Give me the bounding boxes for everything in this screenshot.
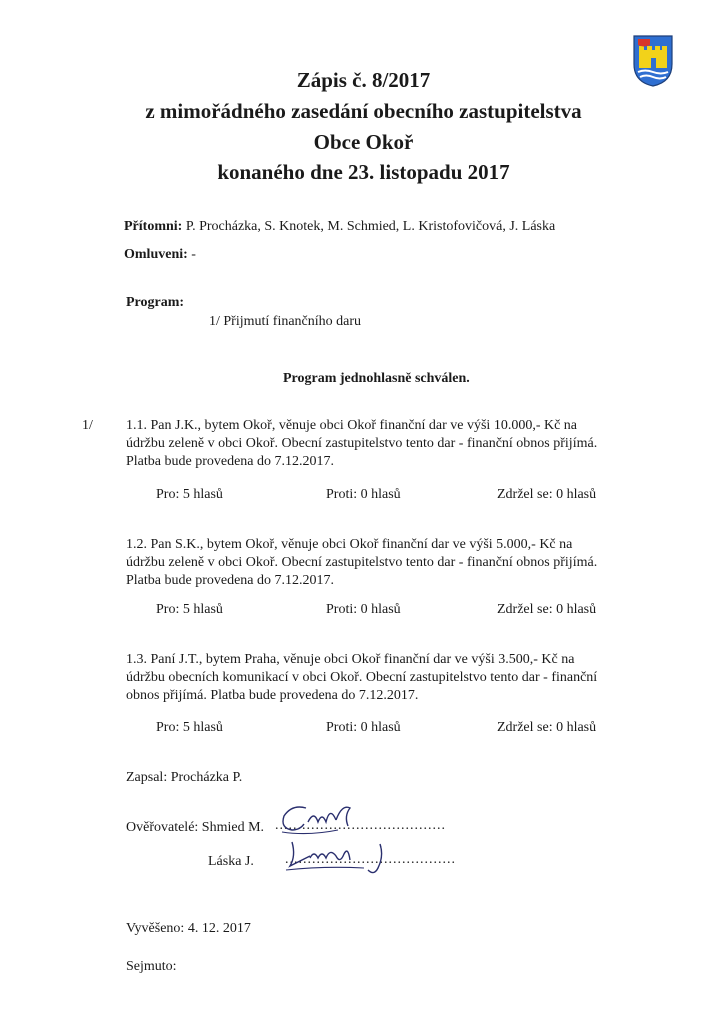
vote-proti: Proti: 0 hlasů <box>326 602 401 617</box>
item-line: 1.3. Paní J.T., bytem Praha, věnuje obci Okoř finanční dar ve výši 3.500,- Kč na <box>126 652 575 667</box>
excused-label: Omluveni: <box>124 247 188 262</box>
municipality-name: Obce Okoř <box>313 130 414 154</box>
item-line: Platba bude provedena do 7.12.2017. <box>126 454 335 469</box>
removed-date: Sejmuto: <box>126 959 177 974</box>
verifier-row <box>126 819 264 837</box>
signature-schmied-icon <box>278 800 368 838</box>
verifier-second: Láska J. <box>208 854 254 869</box>
item-line: údržbu obecních komunikací v obci Okoř. Obecní zastupitelstvo tento dar - finanční <box>126 670 598 685</box>
item-line: 1.2. Pan S.K., bytem Okoř, věnuje obci Okoř finanční dar ve výši 5.000,- Kč na <box>126 537 573 552</box>
item-line: 1.1. Pan J.K., bytem Okoř, věnuje obci Okoř finanční dar ve výši 10.000,- Kč na <box>126 418 578 433</box>
signature-laska-icon <box>284 836 394 880</box>
excused-row <box>124 246 196 264</box>
meeting-date: konaného dne 23. listopadu 2017 <box>217 160 510 184</box>
program-approved: Program jednohlasně schválen. <box>283 371 470 386</box>
item-line: údržbu zeleně v obci Okoř. Obecní zastupitelstvo tento dar - finanční obnos přijímá. <box>126 555 598 570</box>
posted-date: Vyvěšeno: 4. 12. 2017 <box>126 921 251 936</box>
vote-zdrzel: Zdržel se: 0 hlasů <box>497 602 597 617</box>
present-value: P. Procházka, S. Knotek, M. Schmied, L. Kristofovičová, J. Láska <box>185 219 556 234</box>
present-label: Přítomni: <box>124 219 183 234</box>
item-line: obnos přijímá. Platba bude provedena do 7.12.2017. <box>126 688 419 703</box>
item-line: údržbu zeleně v obci Okoř. Obecní zastupitelstvo tento dar - finanční obnos přijímá. <box>126 436 598 451</box>
program-item: 1/ Přijmutí finančního daru <box>209 314 362 329</box>
recorded-by: Zapsal: Procházka P. <box>126 770 243 785</box>
vote-zdrzel: Zdržel se: 0 hlasů <box>497 487 597 502</box>
item-line: Platba bude provedena do 7.12.2017. <box>126 573 335 588</box>
signature-line: ...................................... <box>285 852 456 867</box>
vote-pro: Pro: 5 hlasů <box>156 720 223 735</box>
item-paragraph <box>126 651 597 705</box>
document-title: Zápis č. 8/2017 <box>296 68 431 92</box>
vote-proti: Proti: 0 hlasů <box>326 487 401 502</box>
signature-line: ...................................... <box>275 818 446 833</box>
item-paragraph <box>126 536 597 590</box>
vote-zdrzel: Zdržel se: 0 hlasů <box>497 720 597 735</box>
vote-pro: Pro: 5 hlasů <box>156 487 223 502</box>
excused-value: - <box>191 247 196 262</box>
item-paragraph <box>126 417 597 471</box>
program-label: Program: <box>126 295 185 310</box>
vote-pro: Pro: 5 hlasů <box>156 602 223 617</box>
vote-proti: Proti: 0 hlasů <box>326 720 401 735</box>
verifier-label: Ověřovatelé: Shmied M. <box>126 820 265 835</box>
section-marker: 1/ <box>82 418 93 433</box>
present-row <box>124 218 555 236</box>
document-subtitle: z mimořádného zasedání obecního zastupitelstva <box>145 99 582 123</box>
